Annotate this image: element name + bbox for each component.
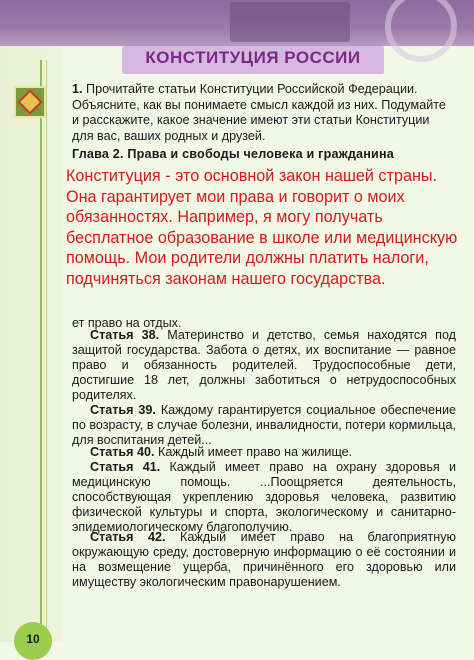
article-39: [72, 403, 456, 448]
ornament-emblem-icon: [14, 86, 46, 118]
header-image-strip: [0, 0, 474, 46]
margin-divider: [40, 60, 42, 642]
article-text: Каждый имеет право на благоприятную окружающую среду, достоверную информацию о её состоянии и на возмещение ущерба, причинённого его здоровью или имуществу экологическим правонарушением.: [72, 530, 456, 589]
article-text: Каждому гарантируется социальное обеспечение по возрасту, в случае болезни, инвалидности, потери кормильца, для воспитания детей...: [72, 403, 457, 447]
article-label: Статья 42.: [90, 530, 166, 544]
margin-divider-thin: [46, 60, 47, 642]
article-label: Статья 41.: [90, 460, 161, 474]
partial-line-text: ет право на отдых.: [72, 316, 182, 330]
constitution-book-image: [230, 2, 350, 42]
article-38: [72, 328, 456, 403]
emblem-center: [17, 89, 42, 114]
task-number: 1.: [72, 82, 83, 96]
chapter-heading: Глава 2. Права и свободы человека и гражданина: [72, 147, 394, 161]
answer-overlay-text: Конституция - это основной закон нашей страны. Она гарантирует мои права и говорит о моих обязанностях. Например, я могу получать бесплатное образование в школе или медицинскую помощь. Мои родители должны платить налоги, подчиняться законам нашего государства.: [66, 167, 458, 288]
left-margin: [0, 46, 62, 642]
article-label: Статья 39.: [90, 403, 156, 417]
article-40: [72, 445, 456, 460]
article-label: Статья 38.: [90, 328, 160, 342]
article-text: Материнство и детство, семья находятся под защитой государства. Забота о детях, их воспитание — равное право и обязанность родителей. Трудоспособные дети, достигшие 18 лет, должны заботиться о нетрудоспособных родителях.: [72, 328, 457, 402]
article-label: Статья 40.: [90, 445, 155, 459]
article-41: [72, 460, 456, 535]
page-title: КОНСТИТУЦИЯ РОССИИ: [145, 48, 361, 67]
task-text: Прочитайте статьи Конституции Российской Федерации. Объясните, как вы понимаете смысл каждой из них. Подумайте и расскажите, какое значение имеют эти статьи Конституции для вас, ваших родных и друзей.: [72, 82, 446, 143]
article-text: Каждый имеет право на жилище.: [158, 445, 353, 459]
decorative-circle: [385, 0, 457, 62]
page-number: 10: [26, 632, 40, 646]
article-text: Каждый имеет право на охрану здоровья и медицинскую помощь. ...Поощряется деятельность, способствующая укреплению здоровья человека, развитию физической культуры и спорта, экологическому и санитарно-эпидемиологическому благополучию.: [72, 460, 456, 534]
article-42: [72, 530, 456, 590]
task-block: [72, 82, 452, 144]
